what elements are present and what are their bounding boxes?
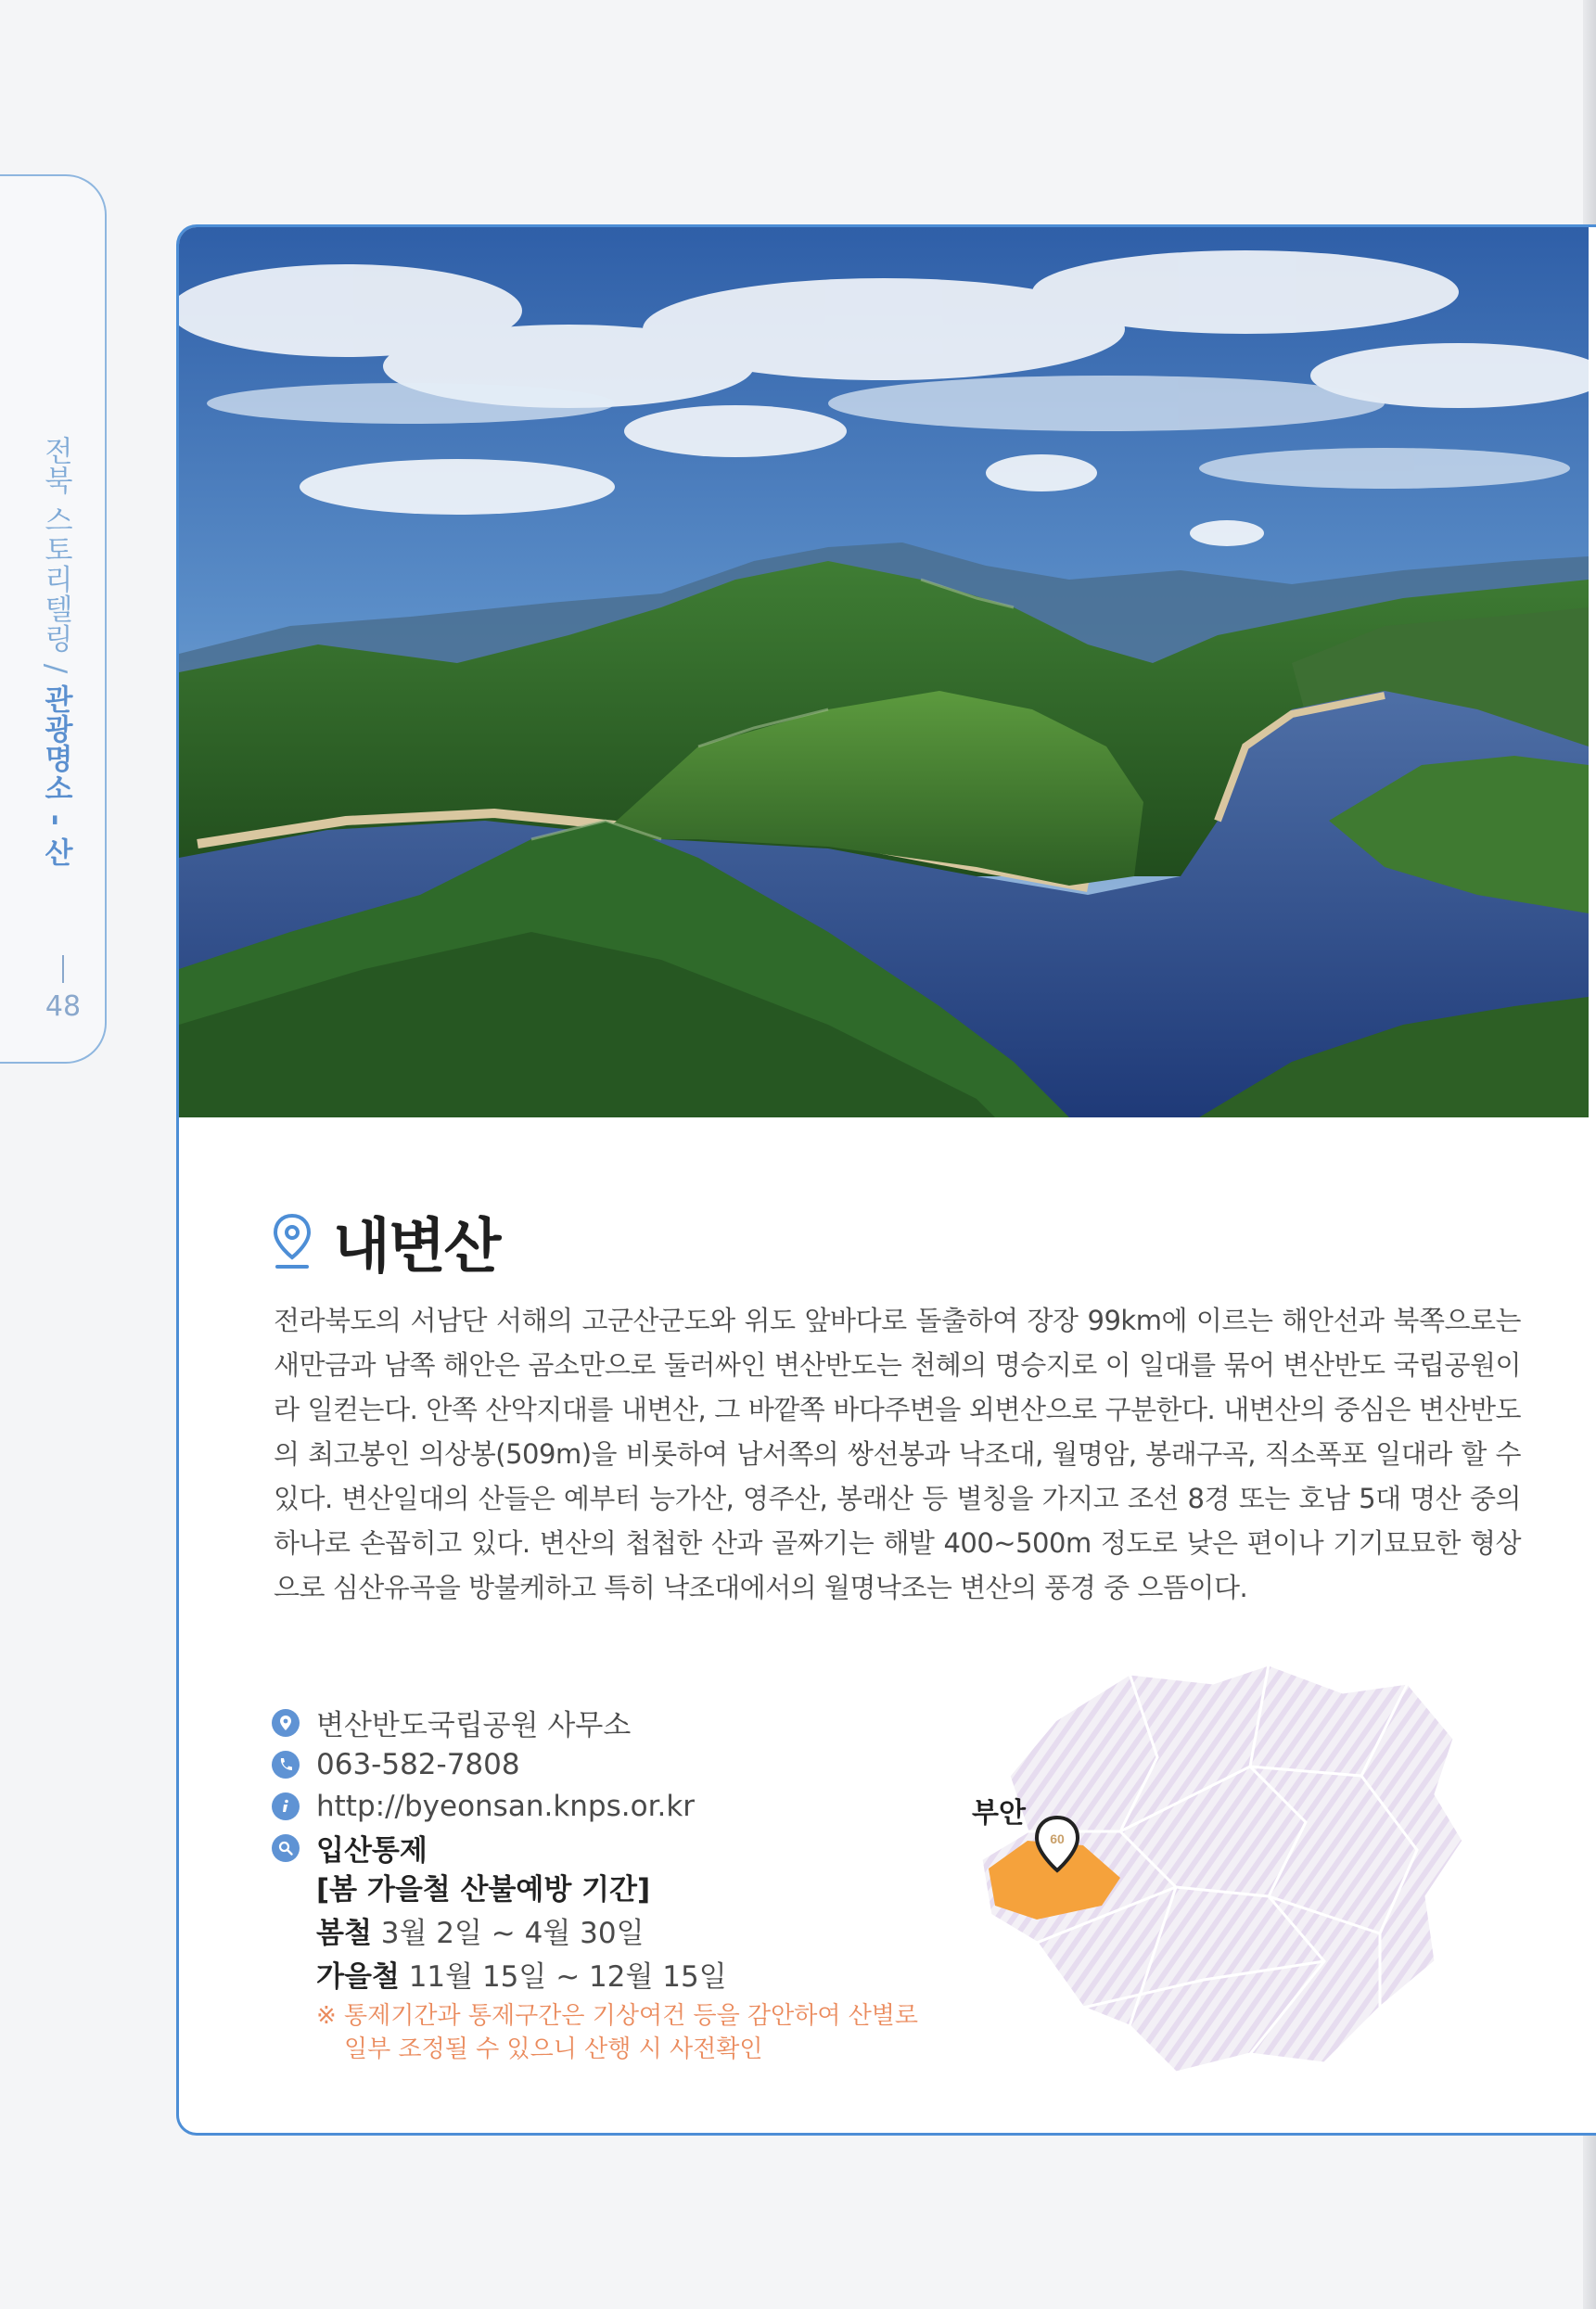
map-region-label: 부안 [972,1797,1026,1830]
info-phone [272,1743,918,1785]
autumn-dates: 11월 15일 ~ 12월 15일 [408,1960,727,1994]
section-prefix: 전북 스토리텔링 / [39,436,72,685]
control-period [316,1869,918,1912]
section-label [35,436,77,867]
note-line-2: 일부 조정될 수 있으니 산행 시 사전확인 [344,2035,763,2063]
control-title: 입산통제 [316,1834,428,1868]
info-list [272,1702,918,2066]
location-icon [272,1709,300,1737]
search-icon [272,1834,300,1862]
region-map [972,1655,1473,2082]
autumn-label: 가을철 [316,1960,400,1994]
website-link[interactable]: http://byeonsan.knps.or.kr [316,1789,696,1823]
location-pin-icon [272,1213,313,1270]
phone-number: 063-582-7808 [316,1747,520,1781]
page-number: 48 [35,955,91,1023]
phone-icon [272,1751,300,1779]
landscape-photo [179,227,1589,1117]
control-period-title: [봄 가을철 산불예방 기간] [316,1873,651,1907]
info-control [272,1827,918,1869]
spring-dates: 3월 2일 ~ 4월 30일 [380,1917,645,1950]
spring-row [316,1912,918,1956]
autumn-row [316,1956,918,1999]
article-body: 전라북도의 서남단 서해의 고군산군도와 위도 앞바다로 돌출하여 장장 99km에 이르는 해안선과 북쪽으로는 새만금과 남쪽 해안은 곰소만으로 둘러싸인 변산반도는 천혜의 명승지로 이 일대를 묶어 변산반도 국립공원이라 일컫는다. 안쪽 산악지대를 내변산, 그 바깥쪽 바다주변을 외변산으로 구분한다. 내변산의 중심은 변산반도의 최고봉인 의상봉(509m)을 비롯하여 남서쪽의 쌍선봉과 낙조대, 월명암, 봉래구곡, 직소폭포 일대라 할 수 있다. 변산일대의 산들은 예부터 능가산, 영주산, 봉래산 등 별칭을 가지고 조선 8경 또는 호남 5대 명산 중의 하나로 손꼽히고 있다. 변산의 첩첩한 산과 골짜기는 해발 400~500m 정도로 낮은 편이나 기기묘묘한 형상으로 심산유곡을 방불케하고 특히 낙조대에서의 월명낙조는 변산의 풍경 중 으뜸이다. [274,1305,1521,1603]
map-marker-text: 60 [1050,1831,1065,1846]
info-website [272,1785,918,1827]
section-title: 관광명소 - 산 [39,684,72,868]
note-line-1: ※ 통제기간과 통제구간은 기상여건 등을 감안하여 산별로 [316,2002,919,2030]
control-note [316,1999,918,2066]
office-name: 변산반도국립공원 사무소 [316,1709,632,1742]
spring-label: 봄철 [316,1917,372,1950]
title-row [272,1199,499,1284]
page-title: 내변산 [333,1213,500,1282]
info-icon [272,1792,300,1820]
info-office [272,1702,918,1743]
content-frame [176,224,1596,2136]
